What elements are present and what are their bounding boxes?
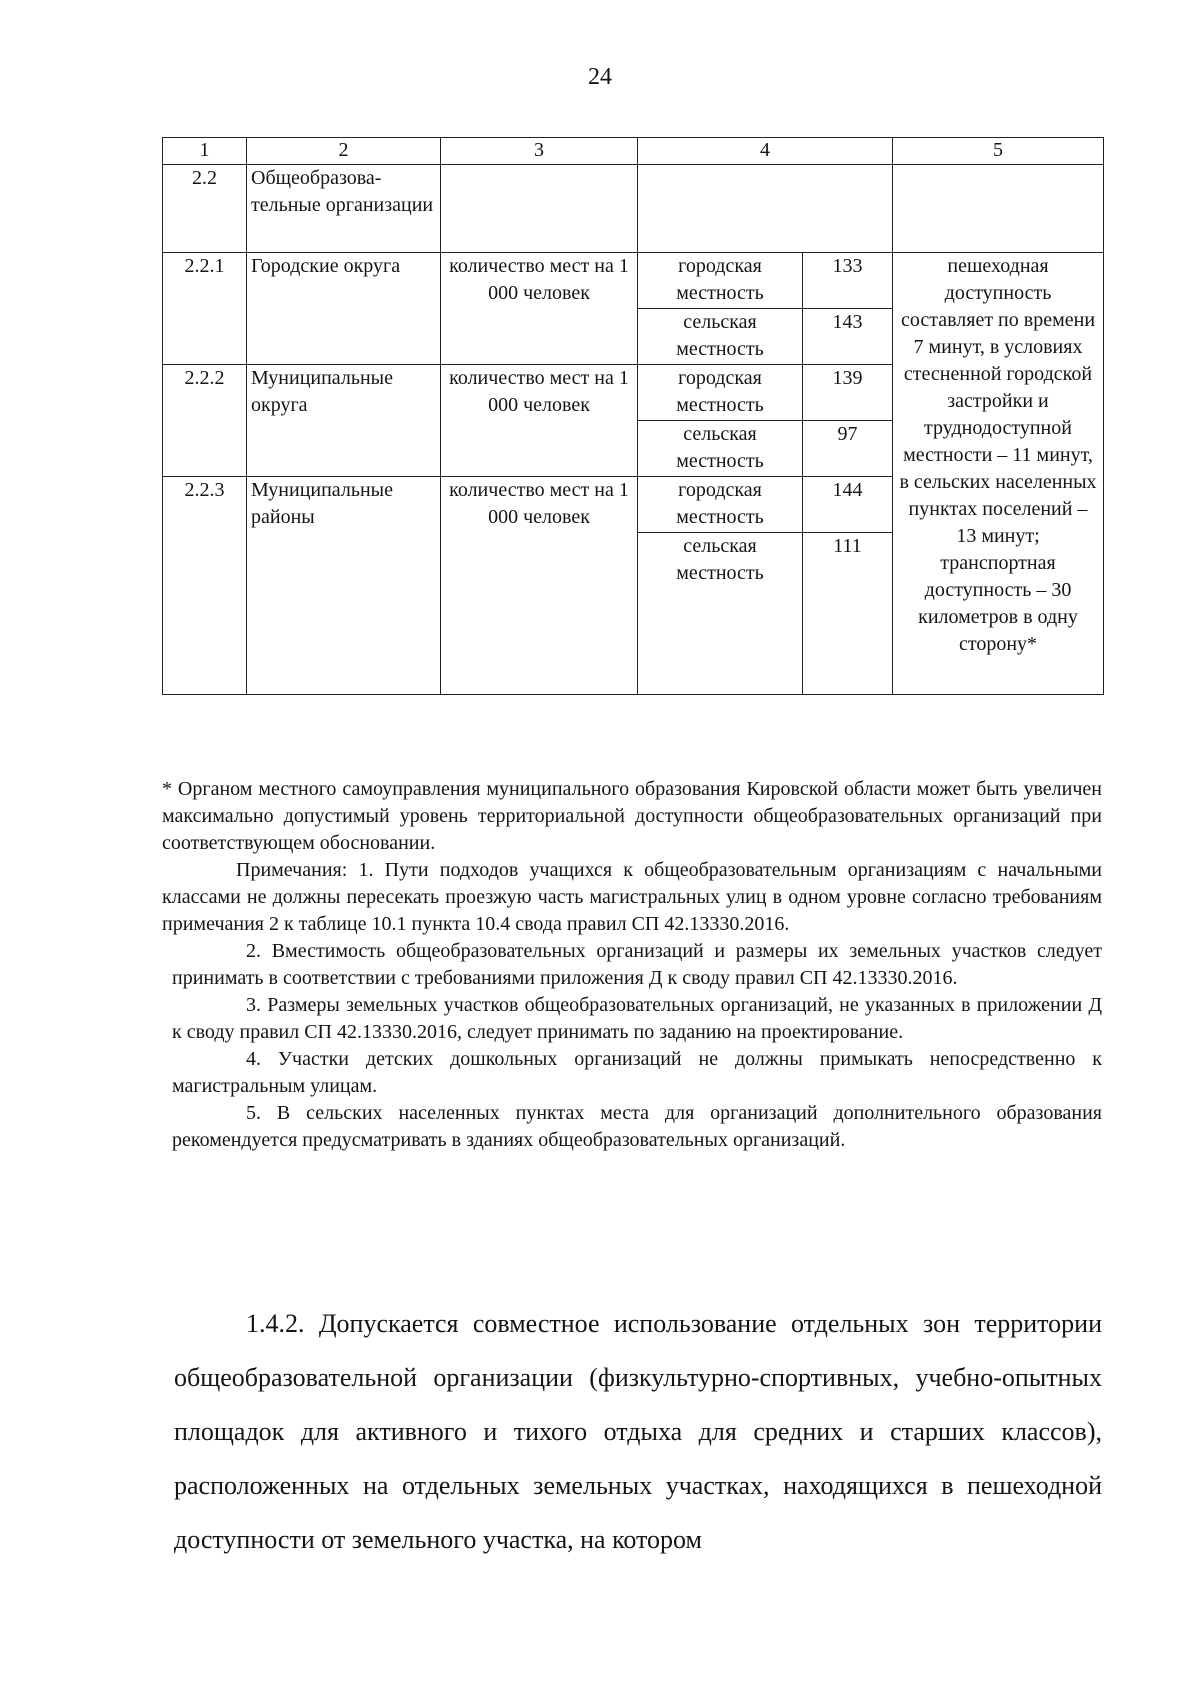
row-number: 2.2.2 [163,365,247,477]
area-type-label: сельская местность [638,533,803,589]
column-header: 4 [638,138,893,165]
empty-cell [638,645,803,695]
note-item: 4. Участки детских дошкольных организаций не должны примыкать непосредственно к магистральным улицам. [172,1048,1102,1097]
area-value: 139 [803,365,893,421]
main-paragraph-block [174,1297,1102,1567]
row-name: Городские округа [247,253,441,365]
empty-cell [803,645,893,695]
row-name: Муниципальные районы [247,477,441,695]
footnote: * Органом местного самоуправления муниципального образования Кировской области может быть увеличен максимально допустимый уровень территориальной доступности общеобразовательных организаций при соответствующем обосновании. [162,778,1102,854]
area-value: 144 [803,477,893,533]
area-type-label: сельская местность [638,421,803,477]
row-unit: количество мест на 1 000 человек [441,253,638,365]
note-item: 5. В сельских населенных пунктах места для организаций дополнительного образования рекомендуется предусматривать в зданиях общеобразовательных организаций. [172,1102,1102,1151]
column-header: 3 [441,138,638,165]
empty-cell [441,165,638,253]
area-value: 111 [803,533,893,589]
row-unit: количество мест на 1 000 человек [441,365,638,477]
area-type-label: городская местность [638,477,803,533]
row-number: 2.2.3 [163,477,247,695]
area-type-label: городская местность [638,253,803,309]
row-name: Муниципальные округа [247,365,441,477]
column-header: 1 [163,138,247,165]
table-row [163,253,1104,309]
empty-cell [893,165,1104,253]
row-number: 2.2.1 [163,253,247,365]
norms-table [162,137,1104,695]
column-header: 5 [893,138,1104,165]
area-value: 97 [803,421,893,477]
table-header-row [163,138,1104,165]
accessibility-cell: пешеходная доступность составляет по времени 7 минут, в условиях стесненной городской застройки и труднодоступной местности – 11 минут, в сельских населенных пунктах поселений – 13 минут; транспортная доступность – 30 километров в одну сторону* [893,253,1104,695]
empty-cell [803,589,893,645]
row-number: 2.2 [163,165,247,253]
table-row-group [163,165,1104,253]
paragraph-1-4-2: 1.4.2. Допускается совместное использование отдельных зон территории общеобразовательной организации (физкультурно-спортивных, учебно-опытных площадок для активного и тихого отдыха для средних и старших классов), расположенных на отдельных земельных участках, находящихся в пешеходной доступности от земельного участка, на котором [174,1309,1102,1554]
row-unit: количество мест на 1 000 человек [441,477,638,695]
area-value: 143 [803,309,893,365]
column-header: 2 [247,138,441,165]
note-item: Примечания: 1. Пути подходов учащихся к общеобразовательным организациям с начальными классами не должны пересекать проезжую часть магистральных улиц в одном уровне согласно требованиям примечания 2 к таблице 10.1 пункта 10.4 свода правил СП 42.13330.2016. [162,859,1102,935]
empty-cell [638,165,893,253]
area-type-label: городская местность [638,365,803,421]
area-value: 133 [803,253,893,309]
row-name: Общеобразова-тельные организации [247,165,441,253]
notes-block [162,776,1102,1154]
page-number: 24 [588,64,612,90]
empty-cell [638,589,803,645]
note-item: 2. Вместимость общеобразовательных организаций и размеры их земельных участков следует принимать в соответствии с требованиями приложения Д к своду правил СП 42.13330.2016. [172,940,1102,989]
area-type-label: сельская местность [638,309,803,365]
note-item: 3. Размеры земельных участков общеобразовательных организаций, не указанных в приложении Д к своду правил СП 42.13330.2016, следует принимать по заданию на проектирование. [172,994,1102,1043]
